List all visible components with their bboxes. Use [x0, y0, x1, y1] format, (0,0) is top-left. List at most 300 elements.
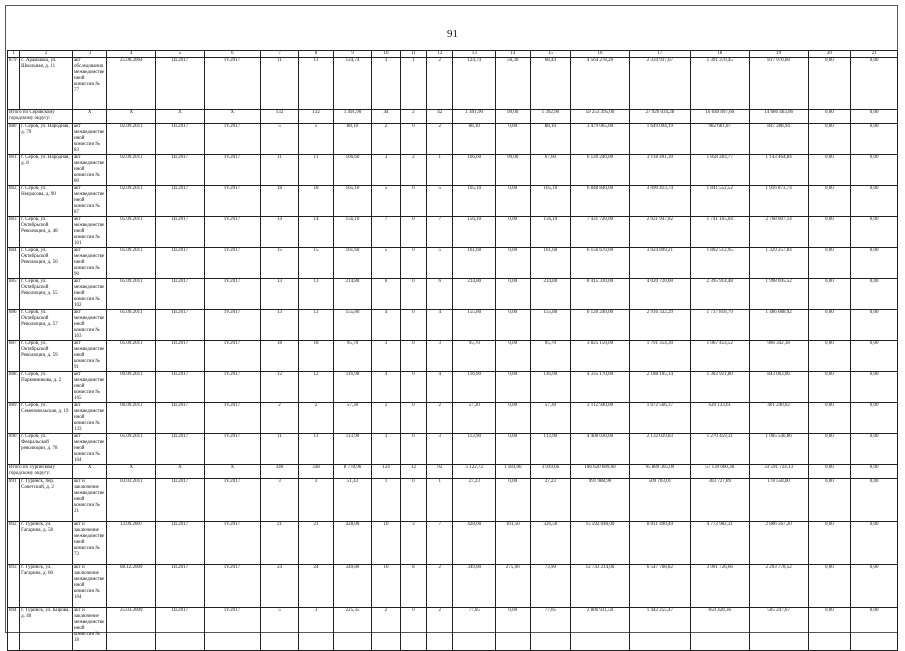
- table-cell: 56,30: [496, 58, 531, 110]
- table-cell: 4 408 030,00: [571, 434, 630, 465]
- table-cell: 6: [427, 279, 453, 310]
- table-cell: 88,10: [333, 124, 372, 155]
- table-cell: 8 011 490,49: [629, 522, 690, 565]
- table-cell: 5: [260, 124, 299, 155]
- table-cell: 0,00: [808, 279, 851, 310]
- table-cell: 67,60: [530, 155, 571, 186]
- table-cell: 27,23: [453, 479, 496, 522]
- table-cell: 0: [400, 248, 426, 279]
- table-cell: 0,00: [496, 403, 531, 434]
- table-cell: 0,00: [496, 248, 531, 279]
- column-header: 10: [372, 51, 400, 58]
- table-cell: 11: [299, 434, 334, 465]
- table-row: [8, 155, 898, 186]
- table-cell: 0: [400, 341, 426, 372]
- table-cell: 03.03.2011: [107, 479, 156, 522]
- table-cell: 161,60: [333, 248, 372, 279]
- total-cell: 132: [260, 110, 299, 124]
- table-cell: г. Серов, ул. Парковникова, д. 2: [20, 372, 73, 403]
- table-cell: 891: [8, 479, 20, 522]
- table-cell: акт и заключение межведомственной комиссии № 104: [72, 565, 107, 608]
- table-cell: III.2017: [156, 279, 205, 310]
- table-cell: 349,80: [453, 565, 496, 608]
- table-cell: 0,00: [496, 479, 531, 522]
- table-cell: 0,00: [496, 124, 531, 155]
- table-cell: 884: [8, 248, 20, 279]
- column-header: 11: [400, 51, 426, 58]
- table-cell: 1 143 464,84: [749, 155, 808, 186]
- table-cell: 0,00: [808, 403, 851, 434]
- table-cell: 68,44: [530, 58, 571, 110]
- table-cell: 3: [299, 608, 334, 651]
- table-cell: 5: [260, 608, 299, 651]
- table-cell: 6 120 240,00: [571, 155, 630, 186]
- table-cell: 99,00: [496, 155, 531, 186]
- table-row: [8, 479, 898, 522]
- table-cell: 0,00: [496, 310, 531, 341]
- table-cell: 11: [260, 58, 299, 110]
- table-cell: IV.2017: [204, 434, 260, 465]
- table-cell: 0,00: [851, 310, 898, 341]
- table-cell: 06.09.2011: [107, 403, 156, 434]
- total-cell: 16 640 897,66: [690, 110, 749, 124]
- table-cell: 57,30: [453, 403, 496, 434]
- table-cell: 2 921 947,82: [629, 217, 690, 248]
- table-cell: 886: [8, 310, 20, 341]
- table-cell: 1 802 512,95: [690, 248, 749, 279]
- table-cell: IV.2017: [204, 565, 260, 608]
- table-cell: 0,00: [808, 434, 851, 465]
- total-cell: 340: [260, 465, 299, 479]
- table-cell: акт и заключение межведомственной комиссии № 18: [72, 608, 107, 651]
- table-cell: 1 741 165,04: [690, 217, 749, 248]
- table-cell: 1: [427, 479, 453, 522]
- table-cell: 3: [372, 58, 400, 110]
- table-cell: 6: [372, 279, 400, 310]
- table-cell: 1 005 540,86: [749, 434, 808, 465]
- table-cell: 349,80: [333, 565, 372, 608]
- column-header: 6: [204, 51, 260, 58]
- table-cell: 5: [372, 248, 400, 279]
- table-cell: 894: [8, 608, 20, 651]
- table-cell: 51,43: [333, 479, 372, 522]
- table-cell: 0: [400, 403, 426, 434]
- table-cell: 0: [400, 279, 426, 310]
- table-cell: 1 303 921,80: [690, 372, 749, 403]
- table-cell: 15: [299, 248, 334, 279]
- total-cell: 44: [372, 110, 400, 124]
- table-cell: 982 681,87: [690, 124, 749, 155]
- table-cell: акт межведомственной комиссии № 103: [72, 310, 107, 341]
- table-cell: IV.2017: [204, 341, 260, 372]
- table-cell: III.2017: [156, 479, 205, 522]
- table-cell: акт межведомственной комиссии № 165: [72, 372, 107, 403]
- table-cell: 1 466 088,92: [749, 310, 808, 341]
- table-cell: акт межведомственной комиссии № 133: [72, 403, 107, 434]
- table-cell: III.2017: [156, 155, 205, 186]
- table-cell: 05.09.2011: [107, 341, 156, 372]
- table-cell: 11: [299, 155, 334, 186]
- table-cell: г. Туринск, ул. Гагарина, д. 60: [20, 565, 73, 608]
- table-cell: III.2017: [156, 522, 205, 565]
- table-cell: 3: [372, 155, 400, 186]
- table-cell: 3: [400, 522, 426, 565]
- table-cell: 0,00: [496, 608, 531, 651]
- total-cell: 8 778,96: [333, 465, 372, 479]
- table-cell: с. Арамашка, ул. Школьная, д. 11: [20, 58, 73, 110]
- column-header: 4: [107, 51, 156, 58]
- column-header: 2: [20, 51, 73, 58]
- table-cell: IV.2017: [204, 310, 260, 341]
- table-cell: 73,90: [530, 565, 571, 608]
- table-cell: 156,10: [333, 217, 372, 248]
- table-cell: акт межведомственной комиссии № 102: [72, 279, 107, 310]
- table-cell: 13: [299, 310, 334, 341]
- table-cell: 0,00: [808, 124, 851, 155]
- table-cell: III.2017: [156, 58, 205, 110]
- table-cell: 2 132 029,83: [629, 434, 690, 465]
- table-cell: 1 998 695,52: [749, 279, 808, 310]
- total-cell: 0,00: [808, 110, 851, 124]
- table-cell: 5: [299, 124, 334, 155]
- table-row: [8, 341, 898, 372]
- table-cell: 165,10: [453, 186, 496, 217]
- table-cell: 124,74: [333, 58, 372, 110]
- table-cell: 15 592 040,00: [571, 522, 630, 565]
- table-cell: 155,80: [333, 310, 372, 341]
- column-header: 15: [530, 51, 571, 58]
- total-cell: X: [72, 465, 107, 479]
- table-cell: 0,00: [808, 248, 851, 279]
- table-cell: 1 649 094,19: [629, 124, 690, 155]
- table-cell: 0: [400, 310, 426, 341]
- table-cell: III.2017: [156, 565, 205, 608]
- column-header: 19: [749, 51, 808, 58]
- table-cell: г. Серов, ул. Октябрьской Революции, д. 55: [20, 279, 73, 310]
- table-cell: 509 703,01: [629, 479, 690, 522]
- table-cell: 166,60: [453, 155, 496, 186]
- table-cell: III.2017: [156, 403, 205, 434]
- total-cell: X: [156, 110, 205, 124]
- table-cell: 1 391 370,45: [690, 58, 749, 110]
- table-cell: 0,00: [808, 58, 851, 110]
- table-cell: 95,70: [453, 341, 496, 372]
- table-cell: 0,00: [496, 434, 531, 465]
- table-cell: 2: [372, 124, 400, 155]
- table-cell: 2 806 567,20: [749, 522, 808, 565]
- total-cell: X: [107, 465, 156, 479]
- table-cell: 2: [427, 403, 453, 434]
- table-cell: 428,00: [453, 522, 496, 565]
- table-cell: 11: [299, 58, 334, 110]
- table-cell: 0,00: [851, 279, 898, 310]
- total-label: Итого по Туринскому городскому округу:: [8, 465, 73, 479]
- total-cell: 57 139 660,38: [690, 465, 749, 479]
- total-cell: 32: [400, 465, 426, 479]
- table-cell: 155,80: [530, 310, 571, 341]
- table-cell: IV.2017: [204, 124, 260, 155]
- table-cell: 883: [8, 217, 20, 248]
- table-cell: г. Серов, ул. Народная, д. 8: [20, 155, 73, 186]
- table-cell: 0,00: [496, 279, 531, 310]
- table-cell: 2: [427, 608, 453, 651]
- table-cell: 0: [400, 372, 426, 403]
- table-row: [8, 248, 898, 279]
- table-cell: 88,10: [530, 124, 571, 155]
- table-cell: 02.09.2011: [107, 124, 156, 155]
- table-cell: IV.2017: [204, 58, 260, 110]
- total-cell: X: [107, 110, 156, 124]
- table-cell: акт межведомственной комиссии № 90: [72, 248, 107, 279]
- total-cell: 1 491,90: [333, 110, 372, 124]
- table-cell: 3: [260, 479, 299, 522]
- table-cell: 225,35: [333, 608, 372, 651]
- table-cell: 0,00: [851, 608, 898, 651]
- table-cell: IV.2017: [204, 186, 260, 217]
- table-cell: 0,00: [496, 341, 531, 372]
- table-cell: 2: [427, 58, 453, 110]
- table-cell: 966 342,18: [749, 341, 808, 372]
- table-cell: 5: [372, 186, 400, 217]
- table-cell: IV.2017: [204, 522, 260, 565]
- table-cell: 116,90: [333, 372, 372, 403]
- table-cell: 1: [400, 58, 426, 110]
- table-cell: 4: [372, 372, 400, 403]
- table-cell: 88,10: [453, 124, 496, 155]
- page-number: 91: [447, 28, 458, 40]
- table-cell: 0,00: [851, 565, 898, 608]
- table-cell: 15: [260, 248, 299, 279]
- table-cell: 0,00: [808, 479, 851, 522]
- table-cell: 7: [427, 522, 453, 565]
- total-cell: 338: [299, 465, 334, 479]
- total-row: [8, 110, 898, 124]
- table-cell: 05.09.2011: [107, 279, 156, 310]
- table-cell: 1 841 552,52: [690, 186, 749, 217]
- table-cell: 05.09.2011: [107, 248, 156, 279]
- table-cell: 101,50: [496, 522, 531, 565]
- table-cell: 113,90: [530, 434, 571, 465]
- table-cell: 4 335 170,00: [571, 372, 630, 403]
- total-cell: 99,00: [496, 110, 531, 124]
- table-cell: 25.06.2004: [107, 58, 156, 110]
- table-cell: 7 431 720,00: [571, 217, 630, 248]
- table-cell: 2: [372, 608, 400, 651]
- table-cell: IV.2017: [204, 248, 260, 279]
- table-row: [8, 217, 898, 248]
- table-cell: 0: [400, 217, 426, 248]
- table-cell: 165,10: [333, 186, 372, 217]
- table-cell: 116,90: [530, 372, 571, 403]
- table-cell: 0,00: [851, 372, 898, 403]
- table-cell: г. Серов, ул. Октябрьской Революции, д. 59: [20, 341, 73, 372]
- table-cell: 843 063,06: [749, 372, 808, 403]
- column-header: 9: [333, 51, 372, 58]
- column-header: 5: [156, 51, 205, 58]
- total-cell: 14 686 463,06: [749, 110, 808, 124]
- table-cell: 166,60: [333, 155, 372, 186]
- table-cell: г. Серов, ул. Некрасова, д. 90: [20, 186, 73, 217]
- total-cell: X: [204, 465, 260, 479]
- table-cell: 12 743 214,00: [571, 565, 630, 608]
- total-cell: 0,00: [851, 110, 898, 124]
- table-cell: г. Серов, ул. Семеновольская, д. 19: [20, 403, 73, 434]
- table-cell: 18: [299, 186, 334, 217]
- table-cell: 881: [8, 155, 20, 186]
- table-cell: 0: [400, 186, 426, 217]
- table-cell: 18: [260, 186, 299, 217]
- table-cell: 57,30: [530, 403, 571, 434]
- table-cell: 3 090 413,74: [629, 186, 690, 217]
- table-cell: 4 564 278,20: [571, 58, 630, 110]
- table-cell: г. Серов, ул. Февральской революции, д. 78: [20, 434, 73, 465]
- table-cell: 0,00: [851, 434, 898, 465]
- table-cell: акт межведомственной комиссии № 101: [72, 217, 107, 248]
- table-cell: 0,00: [851, 522, 898, 565]
- total-cell: 33 591 724,13: [749, 465, 808, 479]
- table-cell: 3: [372, 434, 400, 465]
- table-cell: 18: [260, 341, 299, 372]
- table-cell: 4 020 720,00: [629, 279, 690, 310]
- table-cell: 859 428,36: [690, 608, 749, 651]
- table-cell: 05.09.2011: [107, 310, 156, 341]
- table-cell: 156,10: [530, 217, 571, 248]
- total-row: [8, 465, 898, 479]
- table-cell: 275,90: [496, 565, 531, 608]
- total-cell: 0,00: [808, 465, 851, 479]
- table-cell: 879: [8, 58, 20, 110]
- table-cell: 8: [400, 565, 426, 608]
- column-header: 14: [496, 51, 531, 58]
- table-cell: 2: [372, 403, 400, 434]
- total-cell: X: [72, 110, 107, 124]
- table-row: [8, 279, 898, 310]
- total-cell: 1 392,90: [530, 110, 571, 124]
- table-cell: 4: [427, 372, 453, 403]
- table-cell: IV.2017: [204, 608, 260, 651]
- table-cell: 639 133,61: [690, 403, 749, 434]
- table-cell: 0,00: [851, 403, 898, 434]
- table-cell: 326,50: [530, 522, 571, 565]
- table-row: [8, 403, 898, 434]
- total-cell: 132: [299, 110, 334, 124]
- total-cell: X: [156, 465, 205, 479]
- table-cell: 0,00: [808, 186, 851, 217]
- table-cell: 113,90: [453, 434, 496, 465]
- table-cell: 7: [372, 217, 400, 248]
- column-header: 18: [690, 51, 749, 58]
- table-cell: 3 118 491,39: [629, 155, 690, 186]
- table-cell: 178 558,00: [749, 479, 808, 522]
- table-cell: 27,23: [530, 479, 571, 522]
- table-cell: 0,00: [808, 522, 851, 565]
- table-cell: г. Туринск, ул. Кирова, д. 40: [20, 608, 73, 651]
- table-cell: 02.09.2011: [107, 186, 156, 217]
- table-cell: 991 988,90: [571, 479, 630, 522]
- table-cell: 882: [8, 186, 20, 217]
- table-cell: 2: [260, 403, 299, 434]
- total-cell: 95 889 305,09: [629, 465, 690, 479]
- table-cell: 18: [299, 341, 334, 372]
- table-cell: 11: [260, 434, 299, 465]
- table-cell: акт межведомственной комиссии № 104: [72, 434, 107, 465]
- table-cell: г. Серов, ул. Народная, д. 79: [20, 124, 73, 155]
- table-cell: 155,80: [453, 310, 496, 341]
- table-cell: акт межведомственной комиссии № 83: [72, 124, 107, 155]
- table-cell: 1 270 459,31: [690, 434, 749, 465]
- table-cell: 24: [299, 565, 334, 608]
- table-cell: III.2017: [156, 310, 205, 341]
- table-cell: 02.09.2011: [107, 155, 156, 186]
- table-cell: 0,00: [851, 58, 898, 110]
- table-cell: 3 825 150,00: [571, 341, 630, 372]
- table-cell: 13: [299, 279, 334, 310]
- table-cell: 0,00: [851, 217, 898, 248]
- table-cell: 303 727,89: [690, 479, 749, 522]
- header-row: [8, 51, 898, 58]
- table-cell: 0,00: [496, 217, 531, 248]
- table-cell: 847 288,94: [749, 124, 808, 155]
- table-cell: акт обследования межведомственной комиссии № 77: [72, 58, 107, 110]
- table-cell: 7: [427, 217, 453, 248]
- table-cell: 2: [400, 155, 426, 186]
- table-cell: 10: [372, 522, 400, 565]
- table-cell: 890: [8, 434, 20, 465]
- table-cell: 4: [372, 310, 400, 341]
- table-cell: 77,05: [530, 608, 571, 651]
- table-cell: 0,00: [851, 479, 898, 522]
- table-cell: 1 072 566,37: [629, 403, 690, 434]
- table-cell: 214,80: [333, 279, 372, 310]
- table-cell: 1 067 453,52: [690, 341, 749, 372]
- table-cell: акт межведомственной комиссии № 80: [72, 155, 107, 186]
- table-cell: 0,00: [808, 372, 851, 403]
- table-cell: 2 112 940,00: [571, 403, 630, 434]
- table-cell: 0: [400, 608, 426, 651]
- table-cell: 5: [427, 186, 453, 217]
- table-cell: 1 916 873,74: [749, 186, 808, 217]
- table-cell: 4 773 982,31: [690, 522, 749, 565]
- table-cell: 113,90: [333, 434, 372, 465]
- table-cell: 25.03.2009: [107, 608, 156, 651]
- table-cell: 116,90: [453, 372, 496, 403]
- table-cell: 24: [260, 565, 299, 608]
- table-cell: 0,00: [496, 186, 531, 217]
- table-cell: акт и заключение межведомственной комиссии № 21: [72, 479, 107, 522]
- table-cell: 0: [400, 434, 426, 465]
- column-header: 13: [453, 51, 496, 58]
- table-cell: III.2017: [156, 124, 205, 155]
- table-cell: 161,60: [530, 248, 571, 279]
- table-cell: 0,00: [851, 186, 898, 217]
- table-cell: 3: [372, 341, 400, 372]
- table-cell: 1 791 354,30: [629, 341, 690, 372]
- table-cell: 505 247,67: [749, 608, 808, 651]
- table-cell: IV.2017: [204, 479, 260, 522]
- total-cell: 186 620 689,60: [571, 465, 630, 479]
- table-cell: 2 768 607,14: [749, 217, 808, 248]
- table-cell: 4: [427, 310, 453, 341]
- table-cell: 124,74: [453, 58, 496, 110]
- table-cell: 3: [427, 434, 453, 465]
- table-cell: 428,00: [333, 522, 372, 565]
- table-cell: 0: [400, 124, 426, 155]
- table-cell: III.2017: [156, 434, 205, 465]
- column-header: 16: [571, 51, 630, 58]
- table-cell: 3: [427, 341, 453, 372]
- total-cell: 27 926 034,28: [629, 110, 690, 124]
- table-cell: 12: [260, 372, 299, 403]
